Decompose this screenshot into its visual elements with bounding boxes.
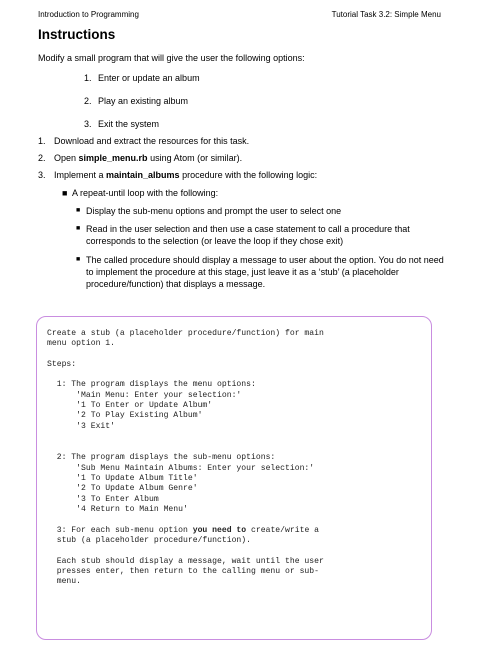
sub-bullets-list (76, 205, 448, 290)
steps-list (38, 136, 448, 187)
option-text: Exit the system (98, 119, 160, 129)
box-text-span: 3: For each sub-menu option (47, 525, 193, 535)
file-name: simple_menu.rb (78, 153, 148, 163)
step-number: 3. (38, 170, 46, 180)
procedure-name: maintain_albums (106, 170, 180, 180)
box-text: menu. (47, 577, 81, 587)
bullet-text: Display the sub-menu options and prompt the user to select one (86, 206, 342, 216)
emphasis-text: you need to (192, 525, 247, 535)
bullet-icon: ■ (62, 188, 68, 198)
main-bullet (62, 188, 218, 198)
list-item (38, 170, 448, 187)
list-item (76, 205, 448, 217)
list-item (76, 223, 448, 247)
box-text-span: create/write a (246, 525, 320, 535)
box-text: 'Sub Menu Maintain Albums: Enter your selection:' (47, 463, 315, 473)
option-number: 3. (84, 119, 92, 129)
bullet-icon: ■ (76, 255, 81, 263)
box-text: '3 To Enter Album (47, 494, 159, 504)
box-text: 'Main Menu: Enter your selection:' (47, 390, 242, 400)
box-text: 1: The program displays the menu options: (47, 380, 256, 390)
list-item (76, 254, 448, 291)
bullet-text: A repeat-until loop with the following: (72, 188, 219, 198)
box-text: '2 To Play Existing Album' (47, 411, 203, 421)
box-text: Each stub should display a message, wait until the user (47, 556, 324, 566)
task-box (36, 316, 432, 640)
bullet-text: Read in the user selection and then use a case statement to call a procedure that corresponds to the selection (or leave the loop if they chose exit) (86, 224, 410, 247)
box-text: stub (a placeholder procedure/function). (47, 536, 251, 546)
box-text: menu option 1. (47, 339, 115, 349)
box-text: '1 To Update Album Title' (47, 474, 198, 484)
list-item (38, 153, 448, 170)
box-text: Create a stub (a placeholder procedure/function) for main (47, 329, 324, 338)
option-number: 2. (84, 96, 92, 106)
box-text: '3 Exit' (47, 421, 115, 431)
step-text: Implement a (54, 170, 107, 180)
page-header (38, 10, 441, 24)
box-text: presses enter, then return to the calling menu or sub- (47, 566, 319, 576)
option-text: Enter or update an album (98, 73, 200, 83)
box-text: Steps: (47, 359, 77, 369)
page-title: Instructions (38, 27, 116, 42)
step-number: 1. (38, 136, 46, 146)
step-text: using Atom (or similar). (147, 153, 243, 163)
bullet-icon: ■ (76, 207, 81, 214)
list-item (38, 136, 448, 153)
bullet-icon: ■ (76, 225, 81, 233)
box-text: '2 To Update Album Genre' (47, 484, 198, 494)
box-text: 2: The program displays the sub-menu options: (47, 453, 276, 463)
step-text: procedure with the following logic: (179, 170, 318, 180)
step-text: Download and extract the resources for this task. (54, 136, 250, 146)
box-text (47, 526, 421, 536)
step-text: Open (54, 153, 79, 163)
header-course: Introduction to Programming (38, 10, 139, 19)
box-text: '1 To Enter or Update Album' (47, 401, 213, 411)
list-item (84, 73, 200, 96)
options-list (84, 73, 200, 142)
header-task: Tutorial Task 3.2: Simple Menu (331, 10, 441, 19)
box-text: '4 Return to Main Menu' (47, 505, 188, 515)
option-text: Play an existing album (98, 96, 189, 106)
option-number: 1. (84, 73, 92, 83)
intro-text: Modify a small program that will give the user the following options: (38, 53, 305, 63)
bullet-text: The called procedure should display a message to user about the option. You do not need to implement the procedure at this stage, just leave it as a ‘stub’ (a placeholder procedure/function) that displays a message. (86, 254, 444, 290)
step-number: 2. (38, 153, 46, 163)
list-item (84, 96, 200, 119)
